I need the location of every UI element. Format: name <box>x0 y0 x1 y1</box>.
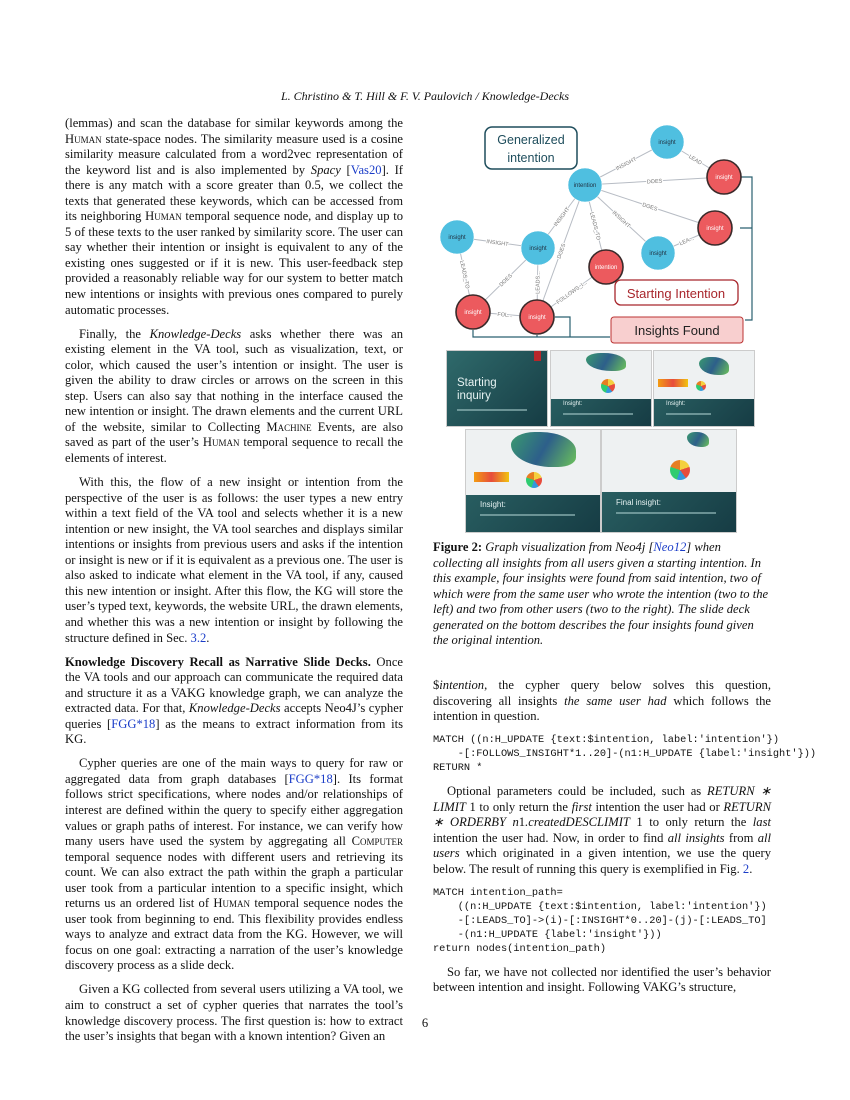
text-run: Human <box>65 131 102 146</box>
text-run: 1 to only return the <box>629 815 753 830</box>
text-run: Computer <box>351 834 403 849</box>
citation-link[interactable]: FGG*18 <box>288 771 333 786</box>
edge-label: FOL... <box>497 311 513 320</box>
text-run: RETURN ∗ LIMIT <box>433 784 772 814</box>
edge-label: INSIGHT <box>615 156 638 173</box>
text-run: So far, we have not collected nor identified the user’s behavior between intention and insight. Following VAKG’s structure, <box>433 964 771 995</box>
left-column <box>65 116 403 1053</box>
edge-label: DOES <box>641 202 659 213</box>
slide-title: Insight: <box>666 401 686 407</box>
node-label: insight <box>464 310 482 316</box>
slide-accent <box>534 351 541 361</box>
page-number: 6 <box>421 1016 429 1030</box>
text-run: [ <box>340 162 351 177</box>
text-run: Once the VA tools and our approach can communicate the required data and structure it as a VAKG knowledge graph, we can analyze the extracted data. For that, <box>65 654 403 716</box>
cypher-query: MATCH ((n:H_UPDATE {text:$intention, label:'intention'}) -[:FOLLOWS_INSIGHT*1..20]-(n1:H_UPDATE {label:'insight'})) RETURN * <box>433 734 817 775</box>
cypher-query: MATCH intention_path= ((n:H_UPDATE {text:$intention, label:'intention'}) -[:LEADS_TO]->(i)-[:INSIGHT*0..20]-(j)-[:LEADS_TO] -(n1:H_UPDATE {label:'insight'})) return nodes(intention_path) <box>433 886 767 955</box>
text-run: Graph visualization from Neo4j [ <box>482 540 654 554</box>
node-label: insight <box>649 251 667 257</box>
edge-label: LEADS_TO <box>588 211 601 241</box>
text-run: With this, the flow of a new insight or intention from the perspective of the user is as follows: the user types a new entry within a text field of the VA tool and selects whether it is a new intention or new insight, the VA tool searches and displays similar intentions or insights from previous users and asks if the intention or insight is new or if it is equivalent as a previous one. The user is also asked to indicate what element in the VA tool, if any, caused this new intention or insight. After this flow, the KG will store the user’s typed text, keywords, the website URL, the drawn elements, and whether this was a new intention or insight by following the structure defined in Sec. <box>65 475 403 645</box>
text-run: asks whether there was an existing element in the VA tool, such as visualization, text, or color, which caused the user’s intention or insight. The user is given the ability to draw circles or arrows on the screen in this step. Users can also say that nothing in the interface caused the new intention or insight. The drawn elements and the current URL of the website, similar to Collecting <box>65 326 404 434</box>
text-run: RETURN ∗ ORDERBY n <box>433 799 771 830</box>
slide-text <box>563 413 633 415</box>
text-run: Optional parameters could be included, such as <box>447 784 708 799</box>
edge-label: LEAD <box>687 154 703 167</box>
text-run: ] when collecting all insights from all users given a starting intention. In this example, four insights were found from said intention, two of which were from the same user who wrote the intention (two to the left) and two from other users (two to the right). The slide deck generated on the bottom describes the four insights found given the original intention. <box>433 540 769 648</box>
callout-text: intention <box>507 151 555 165</box>
text-run: . <box>206 630 210 645</box>
edge-label: INSIGHT <box>610 209 632 230</box>
paragraph <box>433 678 771 725</box>
edge-label: LEADS_TO <box>458 260 470 290</box>
edge-label: LEA... <box>678 235 695 248</box>
text-run: all users <box>433 830 772 861</box>
paragraph <box>65 655 403 748</box>
edge-label: DOES <box>646 178 663 186</box>
text-run: $ <box>433 678 440 692</box>
edge-label: INSIGHT <box>485 239 509 248</box>
node-label: insight <box>528 315 546 321</box>
text-run: intention the user had. Now, in order to find <box>433 830 668 845</box>
right-column <box>433 678 817 1005</box>
slide-text <box>457 409 527 411</box>
text-run: . <box>749 861 753 876</box>
slide-insight-1 <box>550 350 652 427</box>
paragraph <box>65 475 403 646</box>
text-run: temporal sequence nodes with different users and retrieving its count. We can also extract the path within the graph a particular user took from a particular intention to a specific insight, which returns us an ordered list of <box>65 849 403 911</box>
citation-link[interactable]: 3.2 <box>190 630 207 645</box>
slide-insight-2 <box>653 350 755 427</box>
running-header: L. Christino & T. Hill & F. V. Paulovich / Knowledge-Decks <box>281 89 569 103</box>
edge-label: FOLLOWS_I... <box>555 279 589 306</box>
figure-2 <box>440 115 770 535</box>
text-run: which follows the intention in question. <box>433 693 771 724</box>
node-label: intention <box>573 183 597 189</box>
citation-link[interactable]: Neo12 <box>653 540 687 554</box>
edge-label: LEADS... <box>535 271 542 294</box>
text-run: temporal sequence node, and display up to 5 of these texts to the user ranked by similarity score. The user can say whether their intention or insight is equivalent to any of the existing ones suggested or if it is new. This user-feedback step provided a reasonably reliable way for our system to better match new intentions or insights with previous ones compared to purely automatic processes. <box>65 209 403 317</box>
text-run: the same user had <box>564 693 667 708</box>
text-run: ] as the means to extract information from its KG. <box>65 716 403 747</box>
figure-caption <box>433 540 771 649</box>
text-run: Knowledge-Decks <box>149 326 242 341</box>
caption-label: Figure 2: <box>433 540 483 554</box>
text-run: (lemmas) and scan the database for similar keywords among the <box>65 116 403 130</box>
text-run: Given a KG collected from several users utilizing a VA tool, we aim to construct a set of cypher queries that narrates the tool’s knowledge discovery process. The first question is: how to extract the user’s insights that began with a known intention? Given an <box>65 982 403 1044</box>
node-label: insight <box>715 175 733 181</box>
paragraph <box>65 327 403 467</box>
slide-title: Insight: <box>480 500 506 509</box>
node-label: insight <box>529 246 547 252</box>
node-label: intention <box>594 265 618 271</box>
slide-starting-inquiry <box>446 350 548 427</box>
text-run: .createdDESCLIMIT <box>525 815 630 830</box>
citation-link[interactable]: FGG*18 <box>111 716 156 731</box>
text-run: accepts Neo4J’s cypher queries [ <box>65 701 404 731</box>
text-run: Human <box>213 896 250 911</box>
slide-insight-3 <box>465 429 601 533</box>
text-run: state-space nodes. The similarity measure used is a cosine similarity measure calculated from a word2vec representation of the keyword list and is also implemented by <box>65 131 403 177</box>
text-run: 1 <box>518 815 526 830</box>
text-run: temporal sequence nodes the user took from beginning to end. This flexibility provides endless ways to analyze and extract data from the KG. However, we will focus on one goal: extracting a narration of the user’s knowledge discovery process as a slide deck. <box>65 896 403 973</box>
text-run: Spacy <box>310 162 341 177</box>
screenshot <box>602 430 736 492</box>
text-run: Events, are also saved as part of the user’s <box>65 419 404 450</box>
text-run: all insights <box>667 830 725 845</box>
callout-text: Generalized <box>497 133 565 147</box>
slide-title: Starting inquiry <box>457 377 497 402</box>
text-run: intention the user had or <box>591 799 724 814</box>
screenshot <box>551 351 651 399</box>
text-run: ]. If there is any match with a score greater than 0.5, we collect the texts that generated these keywords, which can be accessed from its neighboring <box>65 162 404 224</box>
paragraph-heading: Knowledge Discovery Recall as Narrative Slide Decks. <box>65 654 371 669</box>
text-run: 1 to only return the <box>465 799 572 814</box>
node-label: insight <box>706 226 724 232</box>
caption-text <box>433 540 768 647</box>
screenshot <box>466 430 600 495</box>
text-run: Finally, the <box>79 326 150 341</box>
text-run: Human <box>202 435 240 450</box>
slide-deck <box>440 115 770 535</box>
edge-label: INSIGHT <box>553 206 572 228</box>
text-run: Human <box>145 209 182 224</box>
slide-final-insight <box>601 429 737 533</box>
edge-label: DOES <box>498 273 514 289</box>
text-run: Cypher queries are one of the main ways to query for raw or aggregated data from graph databases [ <box>65 756 403 786</box>
slide-title: Insight: <box>563 401 583 407</box>
citation-link[interactable]: Vas20 <box>350 162 382 177</box>
node-label: insight <box>448 235 466 241</box>
text-run: ]. Its format follows strict specifications, where nodes and/or relationships of interest are defined within the query to specify either aggregation values or graph paths of interest. For instance, we can verify how many users have used the system by aggregating all <box>65 771 403 849</box>
text-run: intention <box>439 678 485 692</box>
slide-text <box>666 413 711 415</box>
callout-text: Insights Found <box>634 323 720 338</box>
text-run: which originated in a given intention, we use the query below. The result of running this query is exemplified in Fig. <box>433 846 771 876</box>
paragraph <box>65 116 403 318</box>
edge-label: DOES <box>556 242 568 260</box>
paragraph <box>65 756 403 974</box>
text-run: from <box>724 830 758 845</box>
text-run: , the cypher query below solves this question, discovering all insights <box>433 678 771 708</box>
text-run: temporal sequence to recall the elements of interest. <box>65 435 403 465</box>
text-run: last <box>752 815 771 830</box>
paragraph <box>433 965 771 996</box>
citation-link[interactable]: 2 <box>742 861 750 876</box>
slide-text <box>480 514 575 516</box>
text-run: Knowledge-Decks <box>188 701 281 716</box>
text-run: first <box>571 799 592 814</box>
callout-text: Starting Intention <box>626 286 726 301</box>
slide-title: Final insight: <box>616 498 661 507</box>
node-label: insight <box>658 140 676 146</box>
text-run: Machine <box>266 419 312 434</box>
paragraph <box>433 784 771 877</box>
screenshot <box>654 351 754 399</box>
paragraph <box>65 982 403 1044</box>
slide-text <box>616 512 716 514</box>
